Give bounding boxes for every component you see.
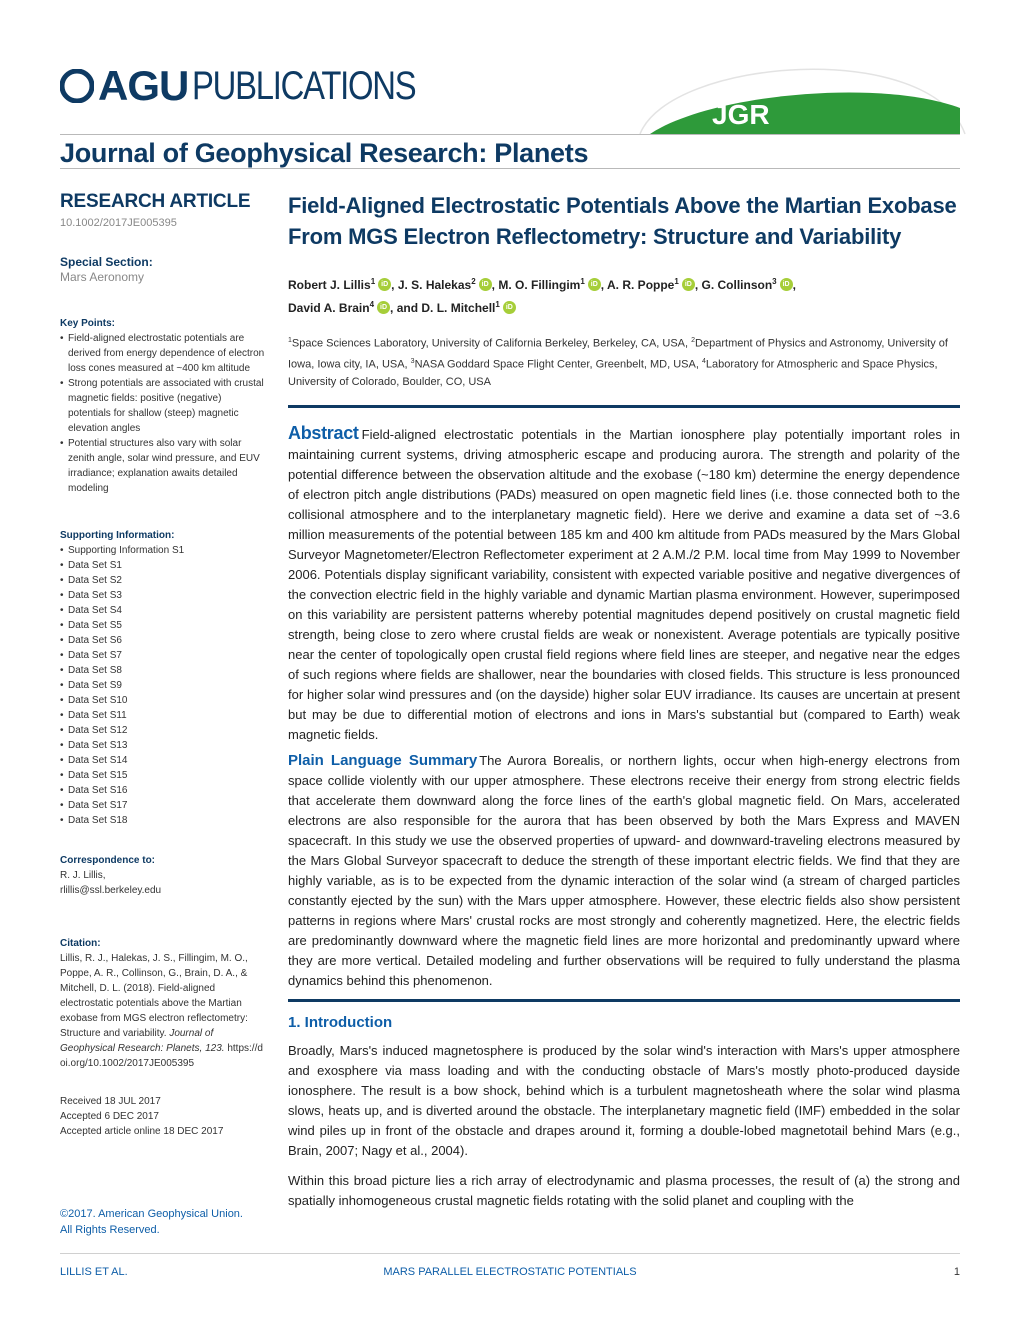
logo-publications-text: PUBLICATIONS	[192, 64, 416, 108]
article-title: Field-Aligned Electrostatic Potentials Above the Martian Exobase From MGS Electron Reflectometry: Structure and Variability	[288, 193, 957, 249]
supporting-item[interactable]: • Data Set S1	[60, 558, 265, 573]
supporting-item[interactable]: • Data Set S14	[60, 753, 265, 768]
orcid-icon[interactable]	[682, 278, 695, 291]
abstract-heading: Abstract	[288, 423, 359, 444]
author-separator: , and	[390, 301, 422, 315]
intro-divider	[288, 999, 960, 1002]
journal-title: Journal of Geophysical Research: Planets	[60, 138, 589, 168]
accepted-date: Accepted 6 DEC 2017	[60, 1111, 159, 1122]
plain-language-summary	[288, 751, 960, 991]
supporting-item[interactable]: • Data Set S12	[60, 723, 265, 738]
citation-text: Lillis, R. J., Halekas, J. S., Fillingim, M. O., Poppe, A. R., Collinson, G., Brain, D. A., & Mitchell, D. L. (2018). Field-aligned electrostatic potentials above the Martian exobase from MGS electron reflectometry: Structure and variability.	[60, 953, 248, 1039]
author-name[interactable]: Robert J. Lillis	[288, 278, 371, 292]
author-affil-sup: 1	[370, 277, 376, 286]
author-affil-sup: 1	[674, 277, 679, 286]
author-separator: ,	[600, 278, 608, 292]
copyright	[60, 1206, 243, 1238]
page-footer	[60, 1266, 960, 1282]
author-affil-sup: 1	[580, 277, 585, 286]
special-section	[60, 255, 265, 284]
journal-title-divider	[60, 168, 960, 169]
supporting-heading: Supporting Information:	[60, 530, 175, 541]
abstract	[288, 423, 960, 745]
correspondence-name: R. J. Lillis,	[60, 870, 106, 881]
supporting-item[interactable]: • Supporting Information S1	[60, 543, 265, 558]
supporting-item[interactable]: • Data Set S11	[60, 708, 265, 723]
key-point: • Field-aligned electrostatic potentials are derived from energy dependence of electron loss cones measured at ~400 km altitude	[60, 331, 265, 376]
affil-sup: 4	[701, 357, 706, 365]
received-date: Received 18 JUL 2017	[60, 1096, 161, 1107]
copyright-line[interactable]: ©2017. American Geophysical Union.	[60, 1208, 243, 1220]
footer-divider	[60, 1253, 960, 1254]
logo-agu-text: AGU	[98, 62, 189, 109]
key-points	[60, 316, 265, 496]
orcid-icon[interactable]	[377, 301, 390, 314]
supporting-item[interactable]: • Data Set S10	[60, 693, 265, 708]
supporting-item[interactable]: • Data Set S13	[60, 738, 265, 753]
orcid-icon[interactable]	[378, 278, 391, 291]
author-name[interactable]: David A. Brain	[288, 301, 370, 315]
pls-heading: Plain Language Summary	[288, 752, 478, 770]
author-name[interactable]: A. R. Poppe	[607, 278, 675, 292]
intro-heading: 1. Introduction	[288, 1014, 393, 1032]
author-separator: ,	[391, 278, 398, 292]
author-separator: ,	[694, 278, 702, 292]
abstract-divider	[288, 405, 960, 408]
footer-running-title: MARS PARALLEL ELECTROSTATIC POTENTIALS	[383, 1266, 637, 1278]
supporting-item[interactable]: • Data Set S4	[60, 603, 265, 618]
supporting-item[interactable]: • Data Set S3	[60, 588, 265, 603]
intro-paragraph: Within this broad picture lies a rich array of electrodynamic and plasma processes, the result of (a) the strong and spatially inhomogeneous crustal magnetic fields rotating with the solid planet and coupling with the	[288, 1173, 960, 1209]
author-list	[288, 272, 960, 318]
accepted-online-date: Accepted article online 18 DEC 2017	[60, 1126, 224, 1137]
copyright-line: All Rights Reserved.	[60, 1224, 160, 1236]
supporting-item[interactable]: • Data Set S18	[60, 813, 265, 828]
author-name[interactable]: D. L. Mitchell	[421, 301, 496, 315]
agu-publications-logo	[60, 64, 465, 108]
abstract-text: Field-aligned electrostatic potentials in the Martian ionosphere play potentially important roles in maintaining current systems, driving atmospheric escape and producing aurora. The strength and polarity of the potential difference between the observation altitude and the exobase (~180 km) determine the energy dependence of electron pitch angle distributions (PADs) measured on open magnetic field lines (i.e. those connected both to the collisional atmosphere and to the interplanetary magnetic field). Here we derive and examine a data set of ~3.6 million measurements of the potential between 185 km and 400 km altitude from PADs measured by the Mars Global Surveyor Magnetometer/Electron Reflectometer experiment at 2 A.M./2 P.M. local time from May 1999 to November 2006. Potentials display significant variability, consistent with expected variable positive and negative divergences of the convection electric field in the highly variable and dynamic Martian plasma environment. However, superimposed on this variability are persistent patterns whereby potential magnitudes depend positively on crustal magnetic field strength, being close to zero where crustal fields are weak or nonexistent. Average potentials are typically positive near the center of topologically open crustal field regions where field lines are steeper, and negative near the edges of such regions where fields are shallower, near the boundaries with closed fields. This structure is less pronounced for higher solar wind pressures and (on the dayside) higher solar EUV irradiance. Its causes are uncertain at present but may be due to differential motion of electrons and ions in Mars's substantial but (compared to Earth) weak magnetic fields.	[288, 427, 960, 743]
affil-text: Department of Physics and Astronomy, University of Iowa, Iowa city, IA, USA,	[288, 337, 948, 371]
author-affil-sup: 4	[369, 300, 375, 309]
key-point: • Potential structures also vary with solar zenith angle, solar wind pressure, and EUV irradiance; explanation awaits detailed modeling	[60, 436, 265, 496]
citation	[60, 936, 265, 1071]
author-name[interactable]: M. O. Fillingim	[498, 278, 581, 292]
key-point: • Strong potentials are associated with crustal magnetic fields: positive (negative) potentials for shallow (steep) magnetic elevation angles	[60, 376, 265, 436]
sidebar	[60, 190, 265, 1139]
author-affil-sup: 3	[772, 277, 777, 286]
supporting-item[interactable]: • Data Set S8	[60, 663, 265, 678]
doi[interactable]: 10.1002/2017JE005395	[60, 217, 177, 229]
correspondence-email[interactable]: rlillis@ssl.berkeley.edu	[60, 885, 162, 896]
agu-swirl-icon	[60, 69, 94, 103]
supporting-information	[60, 528, 265, 828]
pls-text: The Aurora Borealis, or northern lights, occur when high-energy electrons from space collide violently with our upper atmosphere. These electrons receive their energy from strong electric fields that accelerate them downward along the force lines of the earth's global magnetic field. On Mars, accelerated electrons are also responsible for the aurora that has been observed by both the Mars Express and MAVEN spacecraft. In this study we use the observed properties of upward- and downward-traveling electrons measured by the Mars Global Surveyor spacecraft to deduce the strength of these important electric fields. We find that they are highly variable, as is to be expected from the dynamic interaction of the solar wind (a stream of charged particles constantly ejected by the sun) with the Mars upper atmosphere. However, these electric fields also show persistent patterns in regions where Mars' crustal rocks are most strongly and coherently magnetized. Here, the electric fields are predominantly downward where the magnetic field lines are more horizontal and predominantly upward where they are more vertical. Detailed modeling and further observations will be required to fully understand the plasma dynamics behind this phenomenon.	[288, 753, 960, 989]
special-section-heading: Special Section:	[60, 255, 153, 269]
key-points-heading: Key Points:	[60, 318, 116, 329]
jgr-badge	[630, 48, 970, 138]
affil-sup: 1	[288, 337, 292, 344]
supporting-item[interactable]: • Data Set S7	[60, 648, 265, 663]
author-name[interactable]: J. S. Halekas	[397, 278, 472, 292]
correspondence	[60, 853, 265, 898]
affil-text: Space Sciences Laboratory, University of California Berkeley, Berkeley, CA, USA,	[291, 337, 692, 350]
intro-paragraph: Broadly, Mars's induced magnetosphere is produced by the solar wind's interaction with Mars's upper atmosphere and exosphere via mass loading and with the conducting obstacle of Mars's mostly photo-produced dayside ionosphere. The result is a bow shock, behind which is a turbulent magnetosheath where the solar wind plasma slows, heats up, and is diverted around the obstacle. The interplanetary magnetic field (IMF) embedded in the solar wind piles up in front of the obstacle and drapes around it, forming a double-lobed magnetotail behind Mars (e.g., Brain, 2007; Nagy et al., 2004).	[288, 1043, 960, 1159]
orcid-icon[interactable]	[479, 278, 492, 291]
footer-authors: LILLIS ET AL.	[60, 1266, 128, 1278]
orcid-icon[interactable]	[588, 278, 601, 291]
orcid-icon[interactable]	[503, 301, 516, 314]
author-separator: ,	[792, 278, 796, 292]
supporting-item[interactable]: • Data Set S9	[60, 678, 265, 693]
orcid-icon[interactable]	[780, 278, 793, 291]
supporting-item[interactable]: • Data Set S15	[60, 768, 265, 783]
correspondence-heading: Correspondence to:	[60, 855, 156, 866]
author-affil-sup: 2	[471, 277, 476, 286]
author-separator: ,	[491, 278, 499, 292]
article-type: RESEARCH ARTICLE	[60, 191, 251, 212]
affiliations	[288, 332, 960, 391]
page-number: 1	[953, 1266, 960, 1278]
author-name[interactable]: G. Collinson	[701, 278, 773, 292]
affil-text: NASA Goddard Space Flight Center, Greenbelt, MD, USA,	[414, 358, 702, 371]
affil-sup: 3	[410, 357, 415, 365]
supporting-item[interactable]: • Data Set S16	[60, 783, 265, 798]
header-divider	[60, 134, 960, 135]
supporting-item[interactable]: • Data Set S17	[60, 798, 265, 813]
main-column	[288, 190, 960, 1211]
supporting-item[interactable]: • Data Set S5	[60, 618, 265, 633]
author-affil-sup: 1	[495, 300, 500, 309]
affil-sup: 2	[691, 337, 696, 344]
supporting-item[interactable]: • Data Set S6	[60, 633, 265, 648]
citation-journal: Journal of Geophysical Research: Planets, 123.	[60, 1028, 225, 1054]
jgr-badge-text: JGR	[712, 99, 770, 130]
citation-heading: Citation:	[60, 938, 101, 949]
supporting-item[interactable]: • Data Set S2	[60, 573, 265, 588]
affil-text: Laboratory for Atmospheric and Space Physics, University of Colorado, Boulder, CO, USA	[288, 358, 938, 389]
special-section-name[interactable]: Mars Aeronomy	[60, 270, 145, 284]
citation-doi[interactable]: https://doi.org/10.1002/2017JE005395	[60, 1043, 263, 1069]
article-dates	[60, 1094, 265, 1139]
